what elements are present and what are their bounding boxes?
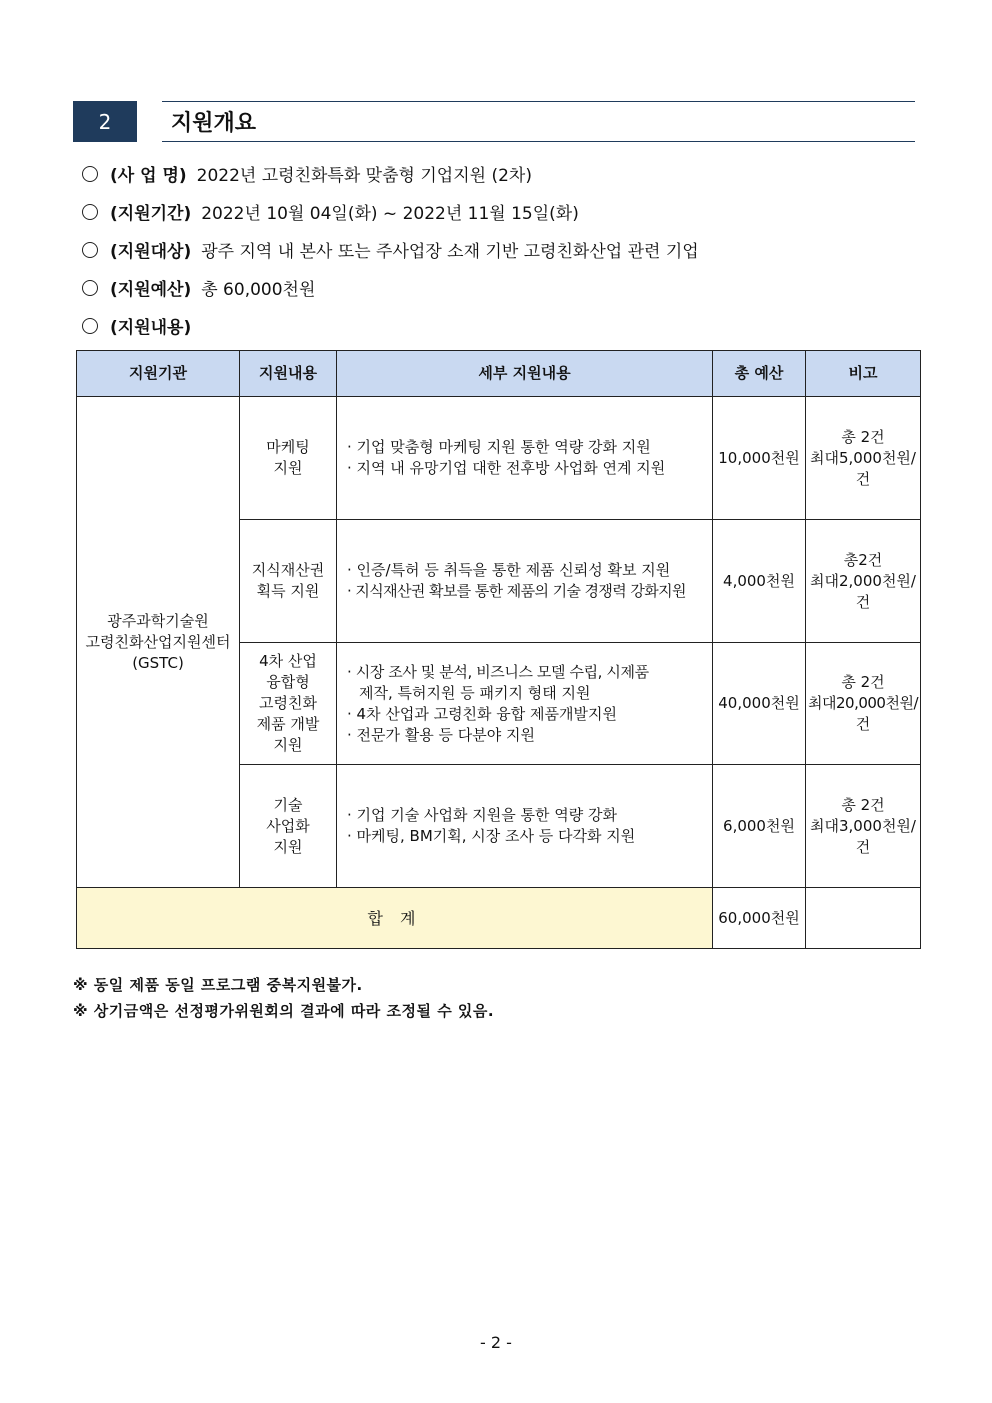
detail-line: · 기업 기술 사업화 지원을 통한 역량 강화 [347,806,617,824]
page-number: - 2 - [480,1333,512,1352]
content-line: 고령친화 [259,694,317,712]
content-line: 4차 산업 [259,652,317,670]
header-org: 지원기관 [77,351,240,397]
org-line: (GSTC) [132,653,184,672]
info-value: 2022년 고령친화특화 맞춤형 기업지원 (2차) [196,166,532,186]
content-cell [240,643,337,765]
budget-cell: 4,000천원 [713,520,806,643]
org-cell [77,397,240,888]
content-line: 지원 [273,736,303,754]
detail-cell [337,643,713,765]
note-cell [806,397,921,520]
note-line: 최대3,000천원/ [810,816,916,835]
info-business-name [82,161,532,186]
detail-line: · 시장 조사 및 분석, 비즈니스 모델 수립, 시제품 [347,662,649,681]
section-rule-bottom [162,141,915,142]
support-table [76,350,921,949]
note-line: 최대20,000천원/ [808,694,918,712]
budget-cell: 6,000천원 [713,765,806,888]
detail-line: · 전문가 활용 등 다분야 지원 [347,725,535,744]
note-line: 총 2건 [841,673,885,691]
detail-line: · 4차 산업과 고령친화 융합 제품개발지원 [347,704,617,723]
org-line: 광주과학기술원 [107,611,209,630]
circle-bullet-icon [82,166,98,182]
note-line: 건 [855,715,871,733]
detail-line: 제작, 특허지원 등 패키지 형태 지원 [359,683,591,702]
section-number: 2 [73,101,137,142]
detail-cell [337,397,713,520]
note-line: 최대5,000천원/ [810,448,916,467]
content-line: 융합형 [266,673,310,691]
note-line: 건 [855,592,871,611]
org-line: 고령친화산업지원센터 [85,632,231,651]
content-cell [240,520,337,643]
content-line: 지원 [273,459,303,477]
content-line: 제품 개발 [256,715,320,733]
detail-line: · 기업 맞춤형 마케팅 지원 통한 역량 강화 지원 [347,438,651,456]
total-budget: 60,000천원 [713,888,806,949]
info-label: (지원대상) [110,242,192,262]
section-rule-top [162,101,915,102]
note-cell [806,765,921,888]
budget-cell: 10,000천원 [713,397,806,520]
table-total-row [77,888,921,949]
content-line: 획득 지원 [256,582,320,600]
content-cell [240,397,337,520]
budget-cell: 40,000천원 [713,643,806,765]
circle-bullet-icon [82,280,98,296]
note-line: 총2건 [843,550,883,569]
info-period [82,199,579,224]
header-note: 비고 [806,351,921,397]
content-cell [240,765,337,888]
note-line: 건 [855,837,871,856]
footnotes [73,972,494,1024]
note-line: 총 2건 [841,427,885,446]
info-label: (지원내용) [110,318,192,338]
content-line: 지식재산권 [251,561,325,579]
note-line: 총 2건 [841,795,885,814]
detail-line: · 지식재산권 확보를 통한 제품의 기술 경쟁력 강화지원 [347,582,686,600]
note-cell [806,643,921,765]
section-header [73,101,915,142]
detail-cell [337,765,713,888]
header-detail: 세부 지원내용 [337,351,713,397]
detail-line: · 인증/특허 등 취득을 통한 제품 신뢰성 확보 지원 [347,561,671,579]
info-label: (지원기간) [110,204,192,224]
footnote: ※ 상기금액은 선정평가위원회의 결과에 따라 조정될 수 있음. [73,1002,495,1020]
note-line: 최대2,000천원/ [810,571,916,590]
info-label: (지원예산) [110,280,192,300]
note-line: 건 [855,469,871,488]
content-line: 마케팅 [266,438,310,456]
header-budget: 총 예산 [713,351,806,397]
content-line: 지원 [273,837,303,856]
info-content [82,313,201,338]
info-label: (사 업 명) [110,166,187,186]
info-target [82,237,699,262]
circle-bullet-icon [82,242,98,258]
detail-line: · 지역 내 유망기업 대한 전후방 사업화 연계 지원 [347,459,666,477]
info-value: 2022년 10월 04일(화) ~ 2022년 11월 15일(화) [201,204,579,224]
info-budget [82,275,315,300]
header-content: 지원내용 [240,351,337,397]
circle-bullet-icon [82,204,98,220]
content-line: 기술 [273,795,303,814]
info-value: 광주 지역 내 본사 또는 주사업장 소재 기반 고령친화산업 관련 기업 [201,242,699,262]
section-title: 지원개요 [171,111,257,136]
total-label: 합 계 [77,888,713,949]
note-cell [806,520,921,643]
content-line: 사업화 [266,816,310,835]
circle-bullet-icon [82,318,98,334]
detail-cell [337,520,713,643]
footnote: ※ 동일 제품 동일 프로그램 중복지원불가. [73,976,363,994]
detail-line: · 마케팅, BM기획, 시장 조사 등 다각화 지원 [347,827,636,845]
table-row [77,397,921,520]
info-value: 총 60,000천원 [201,280,316,300]
total-note [806,888,921,949]
table-header-row [77,351,921,397]
